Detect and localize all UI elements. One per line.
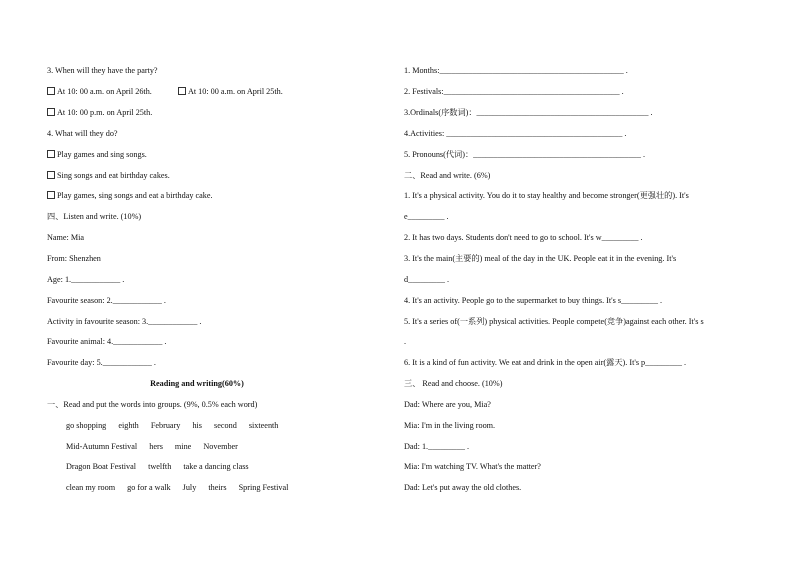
question-4-option-3: [47, 190, 213, 201]
q4-option-2: Sing songs and eat birthday cakes.: [57, 171, 170, 180]
section-4-title: 四、Listen and write. (10%): [47, 212, 142, 221]
read-write-2[interactable]: 2. It has two days. Students don't need to go to school. It's w_________ .: [404, 233, 643, 242]
question-4: 4. What will they do?: [47, 129, 118, 138]
word-row-3: [66, 461, 259, 472]
word-row-1: [66, 420, 288, 431]
word-row-4: [66, 482, 298, 493]
word: sixteenth: [248, 421, 279, 430]
read-write-5-end: .: [404, 337, 407, 346]
checkbox[interactable]: [47, 191, 55, 199]
q3-option-2: At 10: 00 a.m. on April 25th.: [187, 87, 283, 96]
question-4-option-1: [47, 149, 147, 160]
checkbox[interactable]: [47, 171, 55, 179]
q3-option-1: At 10: 00 a.m. on April 26th.: [57, 87, 152, 96]
dialogue-line-5: Dad: Let's put away the old clothes.: [404, 483, 522, 492]
word: July: [182, 483, 197, 492]
dialogue-line-3[interactable]: Dad: 1._________ .: [404, 442, 470, 451]
dialogue-line-4: Mia: I'm watching TV. What's the matter?: [404, 462, 541, 471]
section-2-title: 二、Read and write. (6%): [404, 171, 491, 180]
profile-season: Favourite season: 2.____________ .: [47, 296, 166, 305]
read-write-1-answer[interactable]: e_________ .: [404, 212, 449, 221]
group-months[interactable]: 1. Months:_____________________________________________ .: [404, 66, 628, 75]
group-title: 一、Read and put the words into groups. (9%, 0.5% each word): [47, 400, 258, 409]
read-write-1: 1. It's a physical activity. You do it to stay healthy and become stronger(更强壮的). It's: [404, 191, 689, 200]
word: twelfth: [148, 462, 172, 471]
word: clean my room: [66, 483, 116, 492]
word: February: [150, 421, 181, 430]
question-4-option-2: [47, 170, 170, 181]
section-3-title: 三、 Read and choose. (10%): [404, 379, 503, 388]
q4-option-1: Play games and sing songs.: [57, 150, 147, 159]
read-write-6[interactable]: 6. It is a kind of fun activity. We eat and drink in the open air(露天). It's p_________ .: [404, 358, 687, 367]
word: his: [192, 421, 202, 430]
read-write-3-answer[interactable]: d_________ .: [404, 275, 450, 284]
word: go shopping: [66, 421, 107, 430]
q4-option-3: Play games, sing songs and eat a birthday cake.: [57, 191, 213, 200]
read-write-3: 3. It's the main(主要的) meal of the day in the UK. People eat it in the evening. It's: [404, 254, 677, 263]
question-3-option-3: [47, 107, 152, 118]
word: hers: [149, 442, 163, 451]
word: take a dancing class: [183, 462, 249, 471]
reading-writing-title: Reading and writing(60%): [150, 379, 244, 388]
read-write-4[interactable]: 4. It's an activity. People go to the supermarket to buy things. It's s_________ .: [404, 296, 663, 305]
profile-activity: Activity in favourite season: 3.____________ .: [47, 317, 202, 326]
dialogue-line-1: Dad: Where are you, Mia?: [404, 400, 491, 409]
checkbox[interactable]: [47, 87, 55, 95]
question-3-options-row1: [47, 86, 283, 97]
word: mine: [174, 442, 192, 451]
word-row-2: [66, 441, 248, 452]
word: Mid-Autumn Festival: [66, 442, 138, 451]
profile-from: From: Shenzhen: [47, 254, 101, 263]
profile-age: Age: 1.____________ .: [47, 275, 125, 284]
checkbox[interactable]: [47, 108, 55, 116]
word: go for a walk: [127, 483, 171, 492]
group-ordinals[interactable]: 3.Ordinals(序数词)：__________________________________________ .: [404, 108, 653, 117]
question-3: 3. When will they have the party?: [47, 66, 158, 75]
word: second: [214, 421, 237, 430]
group-festivals[interactable]: 2. Festivals:___________________________________________ .: [404, 87, 624, 96]
word: theirs: [208, 483, 227, 492]
group-activities[interactable]: 4.Activities: ___________________________________________ .: [404, 129, 627, 138]
word: November: [203, 442, 238, 451]
profile-animal: Favourite animal: 4.____________ .: [47, 337, 167, 346]
read-write-5: 5. It's a series of(一系列) physical activities. People compete(竞争)against each other. It's s: [404, 317, 704, 326]
checkbox[interactable]: [178, 87, 186, 95]
word: Spring Festival: [238, 483, 289, 492]
word: eighth: [118, 421, 139, 430]
profile-day: Favourite day: 5.____________ .: [47, 358, 156, 367]
dialogue-line-2: Mia: I'm in the living room.: [404, 421, 496, 430]
q3-option-3: At 10: 00 p.m. on April 25th.: [57, 108, 153, 117]
profile-name: Name: Mia: [47, 233, 85, 242]
checkbox[interactable]: [47, 150, 55, 158]
word: Dragon Boat Festival: [66, 462, 137, 471]
group-pronouns[interactable]: 5. Pronouns(代词)：_________________________________________ .: [404, 150, 646, 159]
